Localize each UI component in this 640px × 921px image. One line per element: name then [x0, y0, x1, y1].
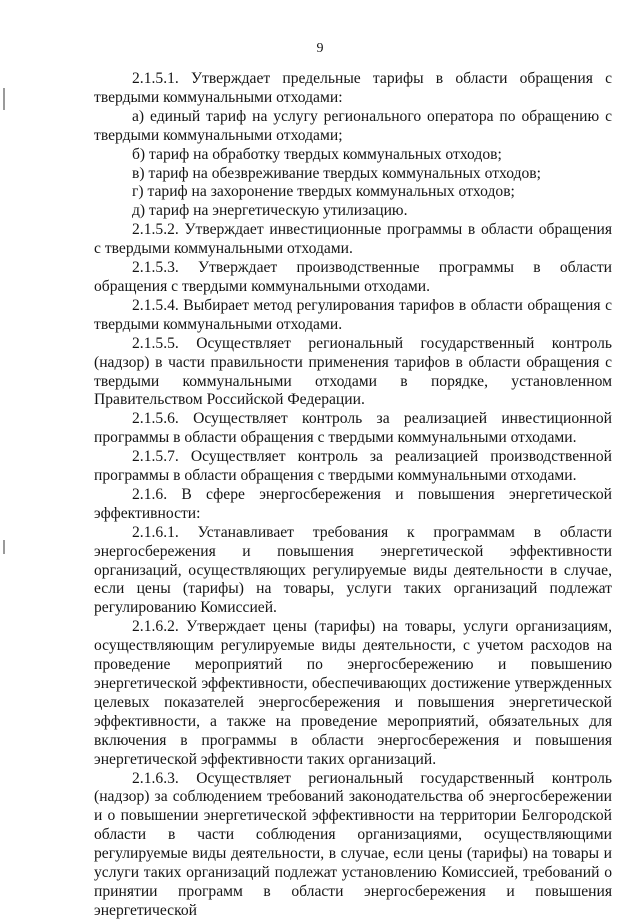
list-item-d: д) тариф на энергетическую утилизацию. [132, 202, 408, 220]
paragraph-2-1-5-3: 2.1.5.3. Утверждает производственные программы в области обращения с твердыми коммунальными отходами. [94, 259, 612, 295]
paragraph-2-1-6: 2.1.6. В сфере энергосбережения и повышения энергетической эффективности: [94, 485, 612, 522]
paragraph-2-1-5-2: 2.1.5.2. Утверждает инвестиционные программы в области обращения с твердыми коммунальными отходами. [94, 221, 612, 258]
paragraph-2-1-5-6: 2.1.5.6. Осуществляет контроль за реализацией инвестиционной программы в области обращения с твердыми коммунальными отходами. [94, 410, 612, 447]
scan-margin-mark-bottom [3, 540, 5, 554]
list-item-g: г) тариф на захоронение твердых коммунальных отходов; [132, 183, 515, 201]
list-item-a: а) единый тариф на услугу регионального оператора по обращению с твердыми коммунальными отходами; [94, 107, 612, 144]
paragraph-2-1-6-2: 2.1.6.2. Утверждает цены (тарифы) на товары, услуги организациям, осуществляющим регулируемые виды деятельности, с учетом расходов на проведение мероприятий по энергосбережению и повышению энергетической эффективности, обеспечивающих достижение утвержденных целевых показателей энергосбережения и повышения энергетической эффективности, а также на проведение мероприятий, обязательных для включения в программы в области энергосбережения и повышения энергетической эффективности таких организаций. [94, 618, 612, 768]
scan-margin-mark-top [3, 88, 5, 110]
paragraph-2-1-6-3: 2.1.6.3. Осуществляет региональный государственный контроль (надзор) за соблюдением требований законодательства об энергосбережении и о повышении энергетической эффективности на территории Белгородской области в части соблюдения организациями, осуществляющими регулируемые виды деятельности, в случае, если цены (тарифы) на товары и услуги таких организаций подлежат установлению Комиссией, требований о принятии программ в области энергосбережения и повышения энергетической [94, 769, 612, 919]
document-body [94, 70, 612, 921]
list-item-v: в) тариф на обезвреживание твердых коммунальных отходов; [132, 164, 541, 182]
paragraph-2-1-5-5: 2.1.5.5. Осуществляет региональный государственный контроль (надзор) в части правильности применения тарифов в области обращения с твердыми коммунальными отходами в порядке, установленном Правительством Российской Федерации. [94, 334, 612, 409]
paragraph-2-1-6-1: 2.1.6.1. Устанавливает требования к программам в области энергосбережения и повышения энергетической эффективности организаций, осуществляющих регулируемые виды деятельности в случае, если цены (тарифы) на товары, услуги таких организаций подлежат регулированию Комиссией. [94, 523, 612, 617]
list-item-b: б) тариф на обработку твердых коммунальных отходов; [132, 145, 502, 163]
page-number: 9 [316, 41, 324, 56]
paragraph-2-1-5-1: 2.1.5.1. Утверждает предельные тарифы в области обращения с твердыми коммунальными отходами: [94, 70, 612, 106]
paragraph-2-1-5-7: 2.1.5.7. Осуществляет контроль за реализацией производственной программы в области обращения с твердыми коммунальными отходами. [94, 448, 612, 485]
paragraph-2-1-5-4: 2.1.5.4. Выбирает метод регулирования тарифов в области обращения с твердыми коммунальными отходами. [94, 296, 612, 333]
